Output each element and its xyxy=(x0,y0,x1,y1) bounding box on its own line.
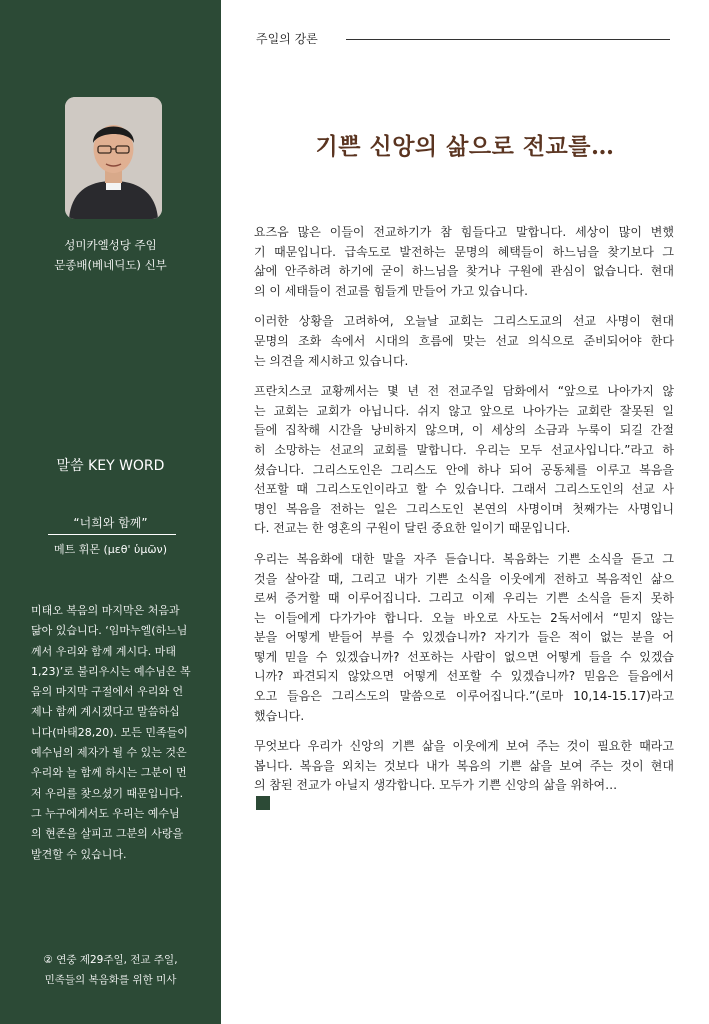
sidebar-line: 의 현존을 살피고 그분의 사랑을 xyxy=(31,827,184,841)
paragraph xyxy=(254,312,674,371)
author-portrait-icon xyxy=(65,97,162,219)
text-line: 는 의견을 제시하고 있습니다. xyxy=(254,353,409,368)
text-line: 분을 어떻게 받들어 부를 수 있겠습니까? 자기가 들은 적이 없는 분을 어 xyxy=(254,630,674,645)
text-line: 삶에 안주하려 하기에 굳이 하느님을 찾거나 구원에 관심이 없습니다. 현대 xyxy=(254,264,674,279)
article-title: 기쁜 신앙의 삶으로 전교를… xyxy=(315,133,615,160)
text-line: 로써 증거할 때 이루어집니다. 그리고 이제 우리는 기쁜 소식을 듣지 못하 xyxy=(254,591,674,606)
section-label: 주일의 강론 xyxy=(256,32,318,46)
sidebar-line: 니다(마태28,20). 모든 민족들이 xyxy=(31,725,188,739)
keyword-phrase: “너희와 함께” xyxy=(73,516,148,530)
text-line: 프란치스코 교황께서는 몇 년 전 전교주일 담화에서 “앞으로 나아가지 않 xyxy=(254,384,674,399)
text-line: 우리는 복음화에 대한 말을 자주 듣습니다. 복음화는 기쁜 소식을 듣고 그 xyxy=(254,551,674,566)
sidebar-line: 예수님의 제자가 될 수 있는 것은 xyxy=(31,746,187,760)
text-line: 들에 집착해 시간을 낭비하지 않으며, 이 세상의 소금과 누룩이 되길 간절 xyxy=(254,423,674,438)
text-line: 셨습니다. 그리스도인은 그리스도 안에 하나 되어 공동체를 이루고 복음을 xyxy=(254,462,674,477)
paragraph xyxy=(254,223,674,301)
sidebar-line: 우리와 늘 함께 하시는 그분이 먼 xyxy=(31,766,187,780)
mass-note-line2: 민족들의 복음화를 위한 미사 xyxy=(44,974,177,986)
keyword-greek: 메트 휘몬 (μεθ' ὑμῶν) xyxy=(54,543,167,556)
sidebar-line: 닮아 있습니다. ‘임마누엘(하느님 xyxy=(31,624,188,638)
sidebar-line: 음의 마지막 구절에서 우리와 언 xyxy=(31,685,184,699)
sidebar-line: 께서 우리와 함께 계시다. 마태 xyxy=(31,644,176,658)
sidebar xyxy=(0,0,221,1024)
sidebar-line: 저 우리를 찾으셨기 때문입니다. xyxy=(31,786,184,800)
mass-note-line1: ② 연중 제29주일, 전교 주일, xyxy=(43,954,178,966)
text-line: 무엇보다 우리가 신앙의 기쁜 삶을 이웃에게 보여 주는 것이 필요한 때라고 xyxy=(254,739,674,754)
keyword-heading: 말씀 KEY WORD xyxy=(56,458,165,474)
text-line: 는 이들에게 다가가야 합니다. 오늘 바오로 사도는 2독서에서 “믿지 않는 xyxy=(254,610,674,625)
article-body xyxy=(254,223,674,821)
text-line: 봅니다. 복음을 외치는 것보다 내가 복음의 기쁜 삶을 보여 주는 것이 현대 xyxy=(254,758,674,773)
text-line: 의 참된 전교가 아닐지 생각합니다. 모두가 기쁜 신앙의 삶을 위하여… xyxy=(254,778,618,793)
text-line: 떻게 믿을 수 있겠습니까? 선포하는 사람이 없으면 어떻게 들을 수 있겠습 xyxy=(254,649,674,664)
sidebar-line: 발견할 수 있습니다. xyxy=(31,847,127,861)
sidebar-line: 1,23)’로 불리우시는 예수님은 복 xyxy=(31,664,191,678)
sidebar-line: 미태오 복음의 마지막은 처음과 xyxy=(31,604,180,617)
header-divider xyxy=(346,39,670,40)
end-seal-icon xyxy=(256,796,270,810)
author-name: 문종배(베네딕도) 신부 xyxy=(54,258,167,272)
keyword-explanation xyxy=(31,601,197,865)
text-line: 문명의 조화 속에서 시대의 흐름에 맞는 선교 의식으로 준비되어야 한다 xyxy=(254,333,674,348)
text-line: 다. 전교는 한 영혼의 구원이 달린 중요한 일이기 때문입니다. xyxy=(254,521,571,536)
author-photo xyxy=(65,97,162,219)
paragraph xyxy=(254,737,674,810)
sidebar-line: 그 누구에게서도 우리는 예수님 xyxy=(31,806,180,820)
author-parish: 성미카엘성당 주임 xyxy=(64,238,157,252)
paragraph xyxy=(254,382,674,539)
text-line: 니까? 파견되지 않았으면 어떻게 선포할 수 있겠습니까? 믿음은 들음에서 xyxy=(254,669,674,684)
text-line: 기 때문입니다. 급속도로 발전하는 문명의 혜택들이 하느님을 찾기보다 그 xyxy=(254,244,674,259)
sidebar-line: 제나 함께 계시겠다고 말씀하십 xyxy=(31,705,180,719)
text-line: 이러한 상황을 고려하여, 오늘날 교회는 그리스도교의 선교 사명이 현대 xyxy=(254,314,674,329)
text-line: 것을 살아갈 때, 그리고 내가 기쁜 소식을 이웃에게 전하고 복음적인 삶으 xyxy=(254,571,674,586)
text-line: 히 소망하는 선교의 교회를 말합니다. 우리는 모두 선교사입니다.”라고 하 xyxy=(254,442,674,457)
text-line: 했습니다. xyxy=(254,708,305,723)
text-line: 의 이 세태들이 전교를 힘들게 만들어 가고 있습니다. xyxy=(254,283,528,298)
text-line: 는 교회는 교회가 아닙니다. 쉬지 않고 앞으로 나아가는 교회란 잘못된 일 xyxy=(254,403,674,418)
text-line: 오고 들음은 그리스도의 말씀으로 이루어집니다.”(로마 10,14-15.17)라고 xyxy=(254,689,674,704)
paragraph xyxy=(254,550,674,726)
text-line: 요즈음 많은 이들이 전교하기가 참 힘들다고 말합니다. 세상이 많이 변했 xyxy=(254,225,674,239)
text-line-final xyxy=(254,776,674,810)
text-line: 선포할 때 그리스도인이라고 할 수 있습니다. 그래서 그리스도인의 선교 사 xyxy=(254,482,674,497)
text-line: 명인 복음을 전하는 일은 그리스도인 본연의 사명이며 첫째가는 사명입니 xyxy=(254,501,674,516)
keyword-divider xyxy=(48,534,176,535)
